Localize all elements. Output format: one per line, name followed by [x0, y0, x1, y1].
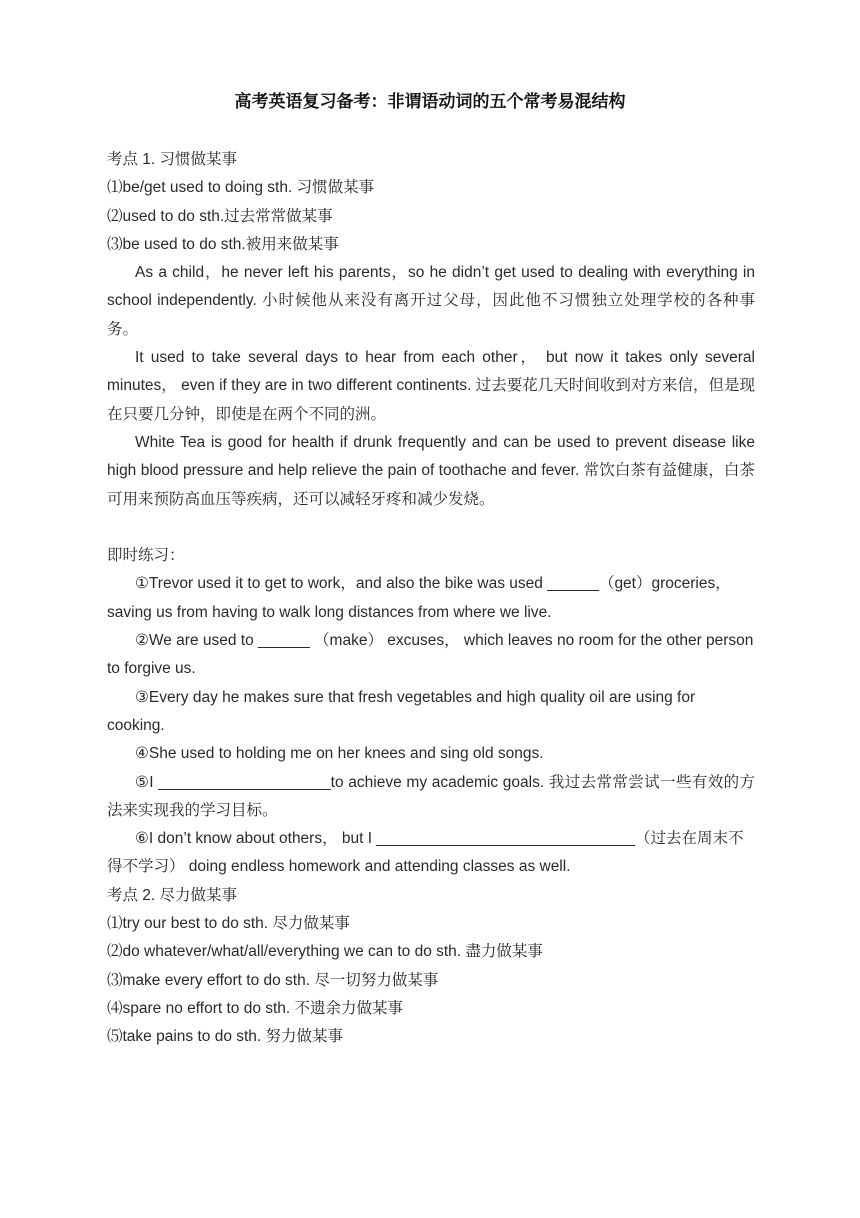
exercise-1: ①Trevor used it to get to work，and also the bike was used ______（get）groceries，saving us from having to walk long distances from where we live. — [107, 575, 731, 621]
section1-item-1: ⑴be/get used to doing sth. 习惯做某事 — [107, 179, 375, 197]
practice-heading: 即时练习： — [107, 547, 185, 565]
section2-item-5: ⑸take pains to do sth. 努力做某事 — [107, 1028, 344, 1046]
exercise-2: ②We are used to ______ （make） excuses， which leaves no room for the other person to forgive us. — [107, 632, 754, 678]
section1-item-3: ⑶be used to do sth.被用来做某事 — [107, 235, 339, 253]
section2-item-4: ⑷spare no effort to do sth. 不遗余力做某事 — [107, 999, 404, 1017]
exercise-6: ⑥I don’t know about others， but I ______________________________（过去在周末不得不学习） doing endless homework and attending classes as well. — [107, 830, 744, 876]
exercise-3: ③Every day he makes sure that fresh vegetables and high quality oil are using for cooking. — [107, 688, 696, 734]
section1-item-2: ⑵used to do sth.过去常常做某事 — [107, 207, 333, 225]
section2-item-3: ⑶make every effort to do sth. 尽一切努力做某事 — [107, 971, 439, 989]
example-paragraph-1: As a child，he never left his parents，so he didn’t get used to dealing with everything in school independently. 小时候他从来没有离开过父母，因此他不习惯独立处理学校的各种事务。 — [107, 264, 755, 338]
exercise-4: ④She used to holding me on her knees and sing old songs. — [135, 745, 544, 763]
document-body — [107, 146, 755, 1052]
example-paragraph-2: It used to take several days to hear from each other， but now it takes only several minutes， even if they are in two different continents. 过去要花几天时间收到对方来信，但是现在只要几分钟，即使是在两个不同的洲。 — [107, 349, 755, 423]
example-paragraph-3: White Tea is good for health if drunk frequently and can be used to prevent disease like high blood pressure and help relieve the pain of toothache and fever. 常饮白茶有益健康，白茶可用来预防高血压等疾病，还可以减轻牙疼和减少发烧。 — [107, 433, 755, 508]
exercise-5: ⑤I ____________________to achieve my academic goals. 我过去常常尝试一些有效的方法来实现我的学习目标。 — [107, 773, 755, 819]
spacer — [107, 514, 755, 542]
section1-heading: 考点 1. 习惯做某事 — [107, 151, 238, 168]
section2-heading: 考点 2. 尽力做某事 — [107, 886, 238, 904]
page-title: 高考英语复习备考：非谓语动词的五个常考易混结构 — [234, 92, 626, 112]
section2-item-1: ⑴try our best to do sth. 尽力做某事 — [107, 915, 350, 933]
section2-item-2: ⑵do whatever/what/all/everything we can to do sth. 盡力做某事 — [107, 943, 543, 961]
